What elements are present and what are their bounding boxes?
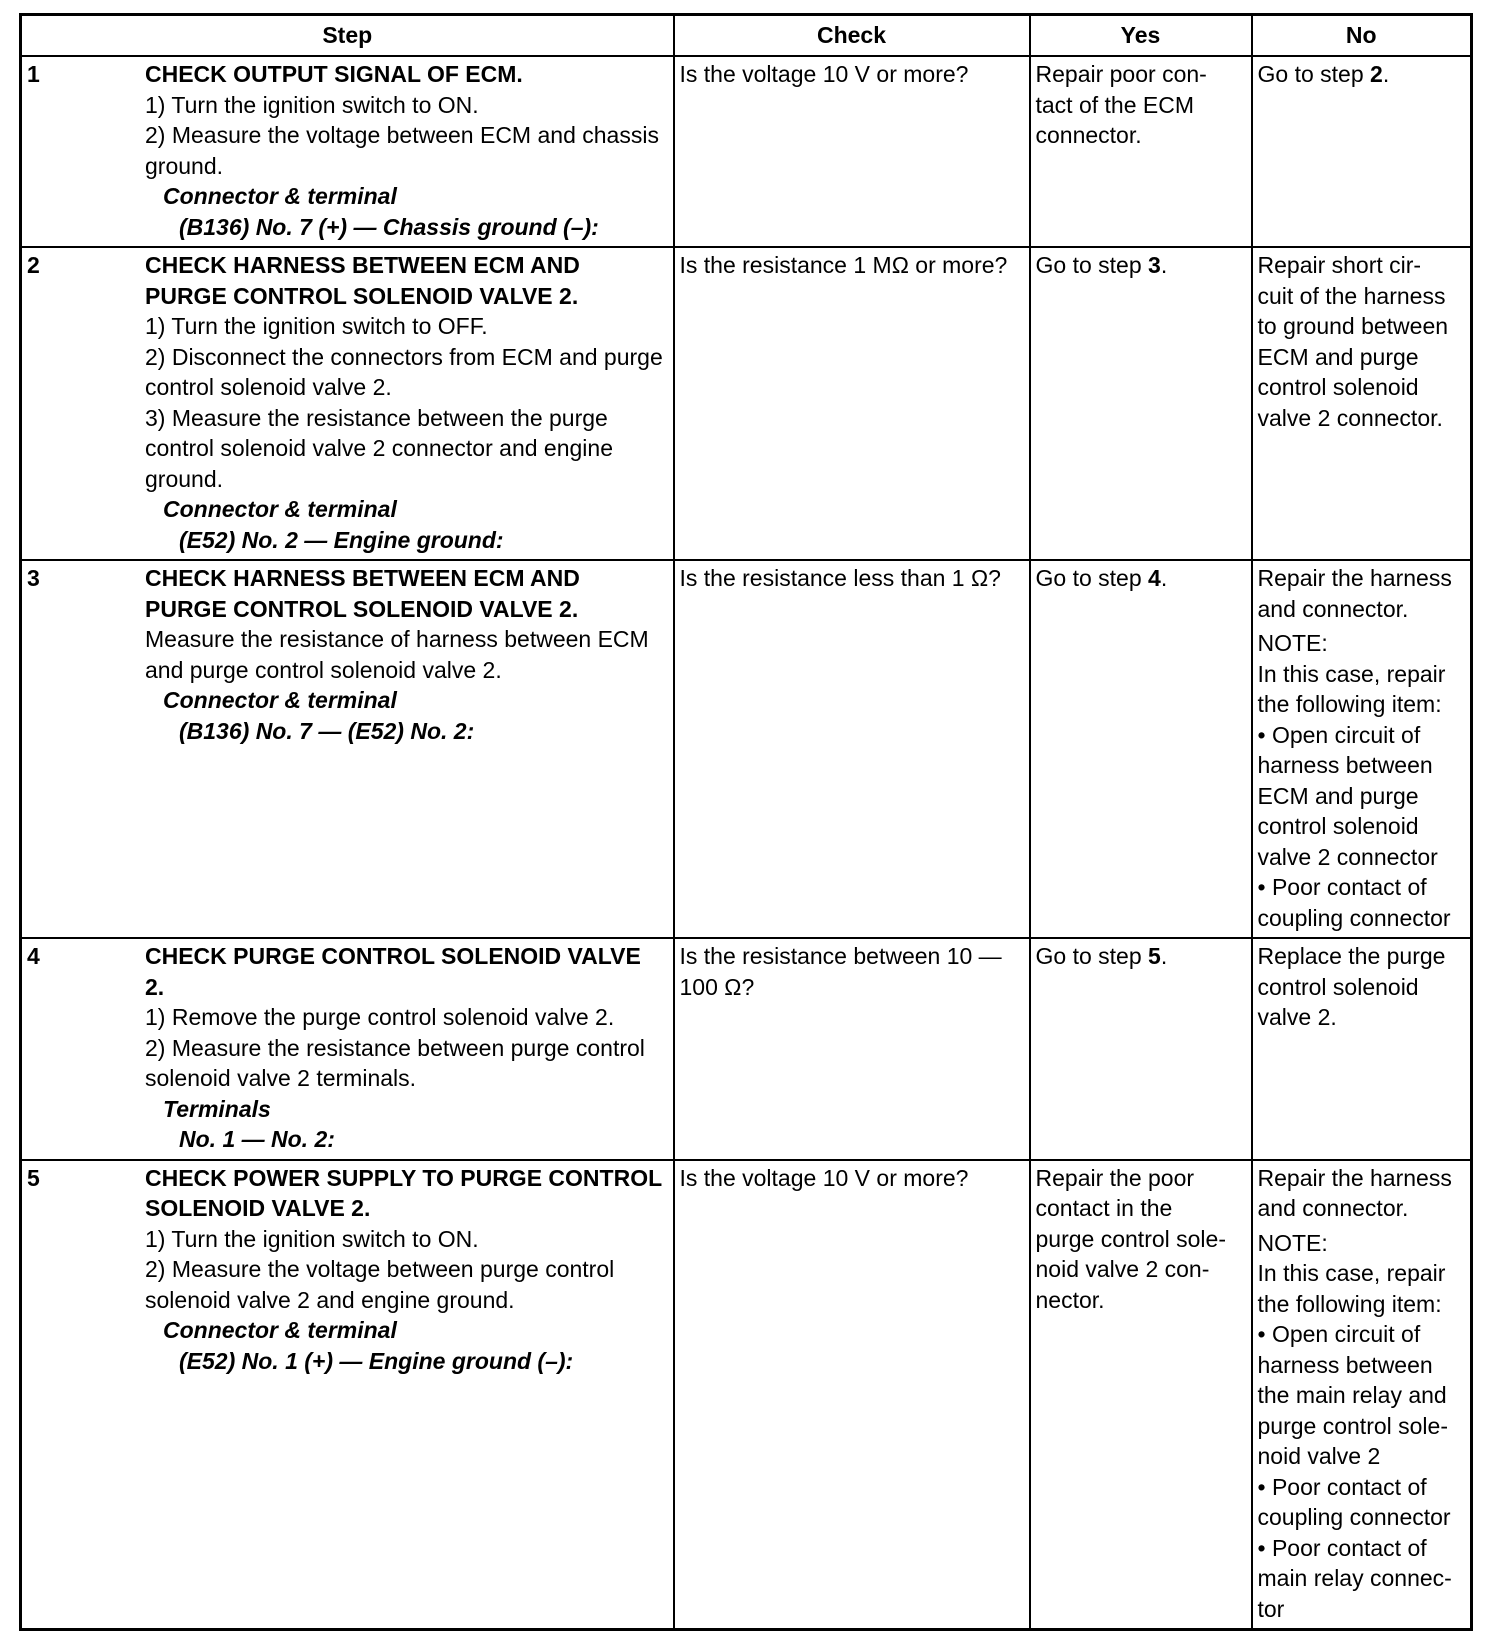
no-line: valve 2 connector. <box>1257 404 1443 431</box>
step-instruction: 2) Measure the voltage between ECM and chassis ground. <box>145 122 659 179</box>
step-instruction: Measure the resistance of harness between ECM and purge control solenoid valve 2. <box>145 626 649 683</box>
no-line: and connector. <box>1257 1195 1409 1221</box>
note-line: the main relay and <box>1257 1382 1447 1408</box>
yes-text: Go to step <box>1035 565 1149 591</box>
connector-terminal-value: (E52) No. 1 (+) — Engine ground (–): <box>179 1347 574 1374</box>
step-instruction: 1) Turn the ignition switch to ON. <box>145 91 479 118</box>
note-line: the following item: <box>1257 1290 1442 1317</box>
connector-terminal-label: Connector & terminal <box>163 687 397 713</box>
note-line: • Poor contact of <box>1257 1534 1427 1561</box>
step-cell <box>21 56 674 247</box>
no-cell <box>1252 56 1472 247</box>
step-number: 5 <box>27 1164 40 1191</box>
no-line: valve 2. <box>1257 1004 1337 1030</box>
connector-terminal-label: Connector & terminal <box>163 1317 397 1343</box>
note-line: purge control sole- <box>1257 1412 1448 1439</box>
table-row <box>21 938 1472 1160</box>
table-row <box>21 560 1472 938</box>
no-cell <box>1252 1160 1472 1630</box>
connector-terminal-label: Connector & terminal <box>163 496 397 522</box>
yes-line: Repair poor con- <box>1035 61 1207 87</box>
header-yes: Yes <box>1030 15 1252 57</box>
note-line: main relay connec- <box>1257 1565 1452 1591</box>
yes-text: Go to step <box>1035 252 1149 278</box>
connector-terminal-value: (B136) No. 7 — (E52) No. 2: <box>179 717 475 744</box>
step-cell <box>21 938 674 1160</box>
step-number: 3 <box>27 565 40 591</box>
no-cell <box>1252 938 1472 1160</box>
check-cell: Is the voltage 10 V or more? <box>674 1160 1030 1630</box>
no-line: control solenoid <box>1257 973 1419 1000</box>
no-line: to ground between <box>1257 313 1449 339</box>
no-line: Repair short cir- <box>1257 252 1422 278</box>
note-line: coupling connector <box>1257 904 1451 931</box>
yes-cell <box>1030 560 1252 938</box>
step-instruction: 2) Measure the voltage between purge control solenoid valve 2 and engine ground. <box>145 1256 615 1313</box>
step-title: CHECK OUTPUT SIGNAL OF ECM. <box>145 61 523 87</box>
no-cell <box>1252 560 1472 938</box>
terminals-value: No. 1 — No. 2: <box>179 1126 335 1152</box>
step-title: CHECK PURGE CONTROL SOLENOID VALVE 2. <box>145 943 641 1000</box>
note-label: NOTE: <box>1257 1229 1328 1256</box>
no-line: ECM and purge <box>1257 343 1419 370</box>
note-line: harness between <box>1257 752 1433 778</box>
note-label: NOTE: <box>1257 630 1328 656</box>
header-step: Step <box>21 15 674 57</box>
step-instruction: 1) Remove the purge control solenoid valve 2. <box>145 1004 615 1030</box>
note-line: the following item: <box>1257 691 1442 717</box>
step-instruction: 1) Turn the ignition switch to OFF. <box>145 313 488 339</box>
yes-line: Repair the poor <box>1035 1164 1195 1191</box>
step-cell <box>21 1160 674 1630</box>
yes-line: connector. <box>1035 122 1142 148</box>
note-line: ECM and purge <box>1257 782 1419 809</box>
diagnostic-table <box>19 13 1473 1631</box>
table-row <box>21 56 1472 247</box>
yes-line: noid valve 2 con- <box>1035 1256 1210 1282</box>
step-title: CHECK HARNESS BETWEEN ECM AND PURGE CONTROL SOLENOID VALVE 2. <box>145 252 580 309</box>
check-cell: Is the voltage 10 V or more? <box>674 56 1030 247</box>
note-line: • Open circuit of <box>1257 1321 1421 1347</box>
yes-text: . <box>1160 943 1168 969</box>
note-line: noid valve 2 <box>1257 1443 1381 1469</box>
connector-terminal-value: (B136) No. 7 (+) — Chassis ground (–): <box>179 213 599 240</box>
yes-cell <box>1030 938 1252 1160</box>
step-instruction: 3) Measure the resistance between the purge control solenoid valve 2 connector and engine ground. <box>145 404 613 492</box>
no-line: Replace the purge <box>1257 943 1446 969</box>
step-title: CHECK HARNESS BETWEEN ECM AND PURGE CONTROL SOLENOID VALVE 2. <box>145 565 580 622</box>
yes-cell <box>1030 56 1252 247</box>
check-cell: Is the resistance between 10 — 100 Ω? <box>674 938 1030 1160</box>
yes-text: . <box>1160 565 1168 591</box>
connector-terminal-label: Connector & terminal <box>163 183 397 209</box>
step-reference: 2 <box>1370 61 1383 87</box>
step-instruction: 2) Measure the resistance between purge control solenoid valve 2 terminals. <box>145 1034 645 1091</box>
step-title: CHECK POWER SUPPLY TO PURGE CONTROL SOLENOID VALVE 2. <box>145 1164 662 1221</box>
yes-line: tact of the ECM <box>1035 91 1195 118</box>
note-line: control solenoid <box>1257 813 1419 839</box>
no-line: cuit of the harness <box>1257 282 1446 309</box>
header-no: No <box>1252 15 1472 57</box>
yes-text: Go to step <box>1035 943 1149 969</box>
step-reference: 5 <box>1148 943 1161 969</box>
table-row <box>21 247 1472 560</box>
step-instruction: 1) Turn the ignition switch to ON. <box>145 1225 479 1252</box>
step-cell <box>21 247 674 560</box>
table-row <box>21 1160 1472 1630</box>
no-text: Go to step <box>1257 61 1371 87</box>
no-line: Repair the harness <box>1257 1164 1452 1191</box>
note-line: • Poor contact of <box>1257 1473 1427 1500</box>
no-text: . <box>1382 61 1390 87</box>
step-cell <box>21 560 674 938</box>
no-cell <box>1252 247 1472 560</box>
step-instruction: 2) Disconnect the connectors from ECM and purge control solenoid valve 2. <box>145 343 663 400</box>
note-line: tor <box>1257 1595 1285 1622</box>
yes-line: purge control sole- <box>1035 1225 1226 1252</box>
terminals-label: Terminals <box>163 1095 271 1122</box>
note-line: harness between <box>1257 1351 1433 1378</box>
note-line: coupling connector <box>1257 1504 1451 1530</box>
yes-cell <box>1030 247 1252 560</box>
connector-terminal-value: (E52) No. 2 — Engine ground: <box>179 526 504 553</box>
note-line: • Open circuit of <box>1257 721 1421 748</box>
check-cell: Is the resistance less than 1 Ω? <box>674 560 1030 938</box>
step-number: 2 <box>27 252 40 278</box>
diagnostic-procedure-sheet <box>19 13 1470 1631</box>
yes-line: nector. <box>1035 1286 1105 1313</box>
yes-line: contact in the <box>1035 1195 1173 1221</box>
step-number: 1 <box>27 61 40 87</box>
step-reference: 3 <box>1148 252 1161 278</box>
no-line: and connector. <box>1257 595 1409 622</box>
table-header-row <box>21 15 1472 57</box>
step-number: 4 <box>27 943 40 969</box>
header-check: Check <box>674 15 1030 57</box>
note-line: In this case, repair <box>1257 1260 1446 1286</box>
check-cell: Is the resistance 1 MΩ or more? <box>674 247 1030 560</box>
no-line: Repair the harness <box>1257 565 1452 591</box>
note-line: In this case, repair <box>1257 660 1446 687</box>
yes-cell <box>1030 1160 1252 1630</box>
no-line: control solenoid <box>1257 374 1419 400</box>
note-line: valve 2 connector <box>1257 843 1438 870</box>
note-line: • Poor contact of <box>1257 874 1427 900</box>
yes-text: . <box>1160 252 1168 278</box>
step-reference: 4 <box>1148 565 1161 591</box>
